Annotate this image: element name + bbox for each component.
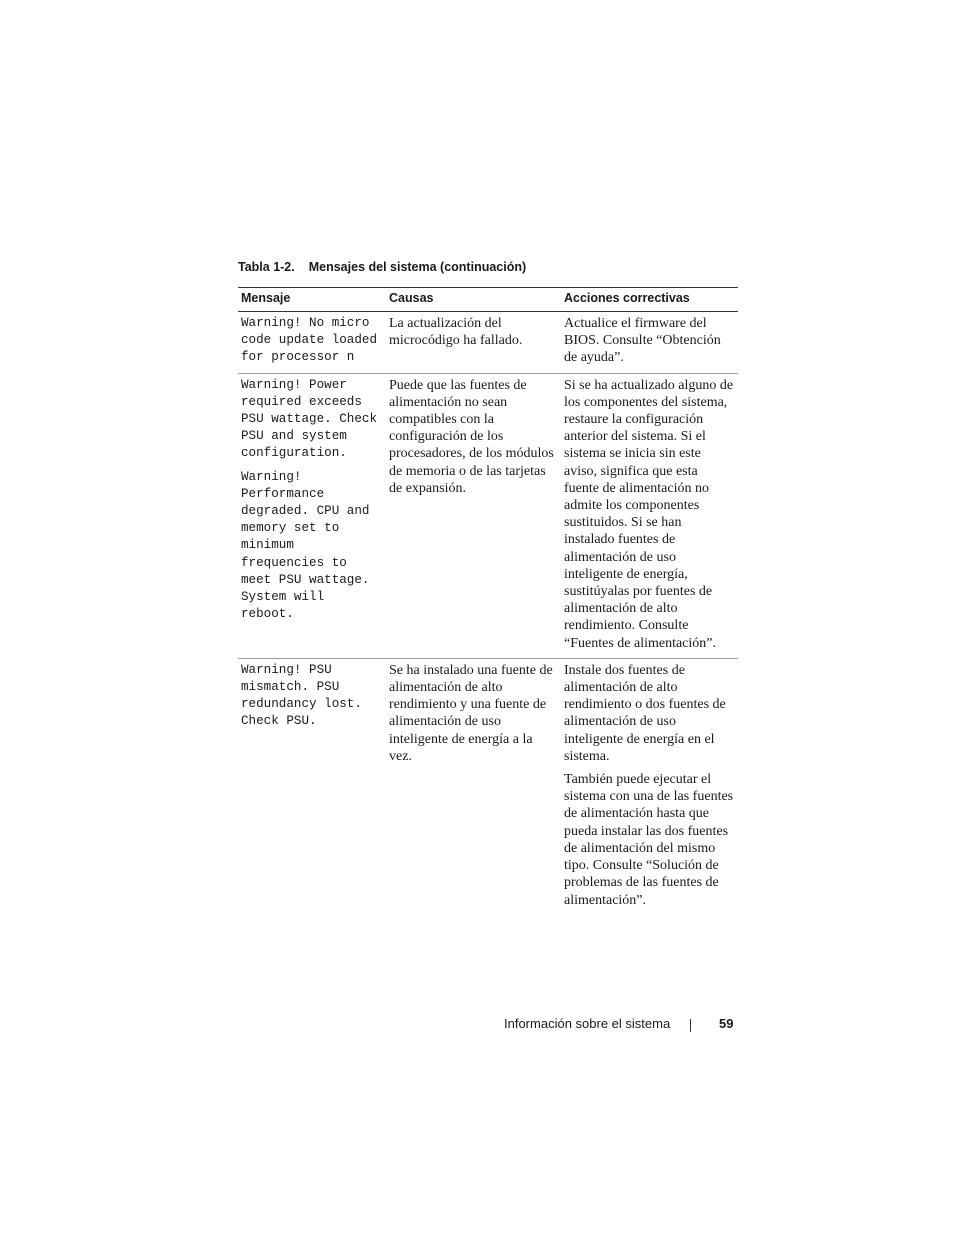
header-mensaje: Mensaje bbox=[238, 288, 386, 312]
table-header-row bbox=[238, 288, 738, 312]
message-cell bbox=[238, 373, 386, 658]
table-number: Tabla 1-2. bbox=[238, 260, 295, 274]
table-row bbox=[238, 373, 738, 658]
header-acciones: Acciones correctivas bbox=[561, 288, 738, 312]
table-title: Mensajes del sistema (continuación) bbox=[308, 260, 527, 274]
action-cell bbox=[561, 312, 738, 374]
table-row bbox=[238, 312, 738, 374]
cause-cell bbox=[386, 658, 561, 914]
cause-text: Puede que las fuentes de alimentación no sean compatibles con la configuración de los procesadores, de los módulos de memoria o de las tarjetas de expansión. bbox=[389, 377, 554, 496]
cause-text: La actualización del microcódigo ha fallado. bbox=[389, 316, 523, 349]
system-messages-table bbox=[238, 287, 738, 915]
action-cell bbox=[561, 373, 738, 658]
action-cell bbox=[561, 658, 738, 914]
action-text: También puede ejecutar el sistema con una de las fuentes de alimentación hasta que pueda instalar las dos fuentes de alimentación del mismo tipo. Consulte “Solución de problemas de las fuentes de alimentación”. bbox=[564, 772, 734, 908]
footer-section-title: Información sobre el sistema bbox=[504, 1016, 671, 1031]
message-text: Warning! No micro code update loaded for processor n bbox=[241, 316, 378, 365]
action-text: Si se ha actualizado alguno de los componentes del sistema, restaure la configuración anterior del sistema. Si el sistema se inicia sin este aviso, significa que esta fuente de alimentación no admite los componentes sustituidos. Si se han instalado fuentes de alimentación de uso inteligente de energía, sustitúyalas por fuentes de alimentación de alto rendimiento. Consulte “Fuentes de alimentación”. bbox=[564, 377, 734, 651]
action-text: Instale dos fuentes de alimentación de alto rendimiento o dos fuentes de alimentación de uso inteligente de energía en el sistema. bbox=[564, 662, 726, 764]
message-text: Warning! Power required exceeds PSU wattage. Check PSU and system configuration. bbox=[241, 377, 378, 461]
table-row bbox=[238, 658, 738, 914]
message-cell bbox=[238, 312, 386, 374]
message-cell bbox=[238, 658, 386, 914]
cause-text: Se ha instalado una fuente de alimentación de alto rendimiento y una fuente de alimentación de uso inteligente de energía a la vez. bbox=[389, 662, 553, 764]
message-text: Warning! Performance degraded. CPU and memory set to minimum frequencies to meet PSU wattage. System will reboot. bbox=[241, 469, 370, 622]
footer-separator bbox=[690, 1019, 691, 1032]
page-number: 59 bbox=[719, 1016, 734, 1031]
header-causas: Causas bbox=[386, 288, 561, 312]
cause-cell bbox=[386, 312, 561, 374]
message-text: Warning! PSU mismatch. PSU redundancy lost. Check PSU. bbox=[241, 662, 362, 729]
action-text: Actualice el firmware del BIOS. Consulte “Obtención de ayuda”. bbox=[564, 316, 721, 366]
table-caption bbox=[238, 260, 526, 274]
cause-cell bbox=[386, 373, 561, 658]
